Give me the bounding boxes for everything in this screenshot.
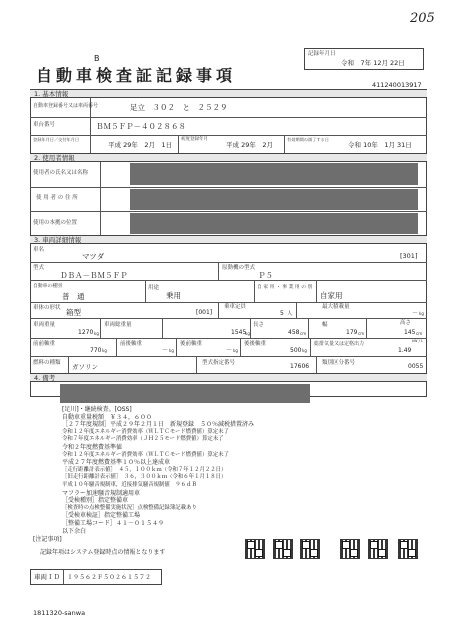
kind-value: 普 通 <box>62 292 85 301</box>
registration-date-label: 登録年月日／交付年月日 <box>33 137 80 142</box>
vehicle-weight-value: 1270 <box>78 329 94 336</box>
type-number-value: 17606 <box>290 363 310 370</box>
length-value: 458 <box>288 329 300 336</box>
qr-code-icon <box>245 539 265 559</box>
purpose-value: 自家用 <box>320 291 343 300</box>
remark-line: マフラー加速騒音規制適用車 <box>62 489 141 497</box>
first-registration-value: 平成 29年 2月 <box>226 141 273 149</box>
remark-line: ［受検種別］指定整備車 <box>62 497 129 505</box>
remark-line: 自動車重量税額 ￥３４，６００ <box>62 413 153 421</box>
max-load-unit: kg <box>419 311 424 316</box>
height-value: 145 <box>404 329 416 336</box>
purpose-label: 自 家 用 ・ 事 業 用 の 別 <box>257 285 313 290</box>
registration-number-value: 足立 ３０２ と ２５２９ <box>130 103 228 112</box>
redacted-user-address <box>130 189 418 210</box>
width-unit: cm <box>358 331 365 336</box>
length-label: 長さ <box>253 322 265 328</box>
document-title: 自動車検査証記録事項 <box>36 66 237 85</box>
rear-rear-axle-value: 500 <box>290 347 302 354</box>
use-label: 用途 <box>148 285 160 291</box>
remark-line: ［整備工場コード］４１－０１５４９ <box>62 519 165 527</box>
body-shape-value: 箱型 <box>66 308 81 317</box>
remark-line: 平成１０年騒音規制車，近接排気騒音規制値 ９６ｄＢ <box>62 481 197 488</box>
record-date-value: 令和 7年 12月 22日 <box>341 59 405 67</box>
engine-value: Ｐ５ <box>258 271 273 280</box>
length-unit: cm <box>300 331 307 336</box>
front-front-axle-label: 前前軸重 <box>33 341 56 347</box>
record-date-box <box>304 48 424 70</box>
remark-line: ［検査時の点検整備実施状況］点検整備記録簿記載あり <box>62 504 197 511</box>
section-basic-title: 1. 基本情報 <box>34 90 69 98</box>
rear-rear-axle-label: 後後軸重 <box>244 341 267 347</box>
record-date-label: 記録年月日 <box>308 51 336 57</box>
redacted-user-name <box>130 163 418 185</box>
model-label: 型式 <box>33 265 45 271</box>
section-user-title: 2. 使用者情報 <box>34 154 75 162</box>
rear-rear-axle-unit: kg <box>302 348 307 353</box>
max-load-label: 最大積載量 <box>322 304 350 310</box>
chassis-number-value: ＢＭ５ＦＰ－４０２８６８ <box>96 122 186 131</box>
front-rear-axle-unit: kg <box>169 348 174 353</box>
remark-line: ［旧走行距離計表示値］ ３６，３００ｋｍ（令和６年１月１８日） <box>62 474 227 481</box>
vehicle-weight-unit: kg <box>94 331 99 336</box>
registration-number-label: 自動車登録番号又は車両番号 <box>33 103 99 109</box>
section-vehicle-title: 3. 車両詳細情報 <box>34 236 82 244</box>
height-unit: cm <box>416 331 423 336</box>
expiry-date-value: 令和 10年 1月 31日 <box>348 141 412 149</box>
remark-line: ［走行距離計表示値］ ４５，１００ｋｍ（令和７年１２月２２日） <box>62 466 227 473</box>
remark-line: 令和２年度燃費基準値 <box>62 443 123 451</box>
document-number: 411240013917 <box>372 81 422 89</box>
body-shape-code: [001] <box>196 309 213 316</box>
chassis-number-label: 車台番号 <box>33 122 56 128</box>
form-mark: B <box>94 54 100 63</box>
capacity-value: 5 <box>280 310 284 317</box>
handwritten-page-number: 205 <box>410 11 435 26</box>
use-value: 乗用 <box>166 291 181 300</box>
section-remarks-title: 4. 備考 <box>34 374 56 382</box>
remark-line: 平成２７年度燃費基準１０％以上達成車 <box>62 459 171 467</box>
maker-value: マツダ <box>82 252 105 261</box>
gross-weight-value: 1545 <box>231 329 247 336</box>
front-rear-axle-value: － <box>162 347 169 354</box>
remarks-list <box>62 406 362 535</box>
section-remarks <box>30 373 427 382</box>
vehicle-id-box <box>30 569 162 585</box>
remark-line: 令和７年度エネルギー消費効率（ＪＨ２５モード燃費値）算定未了 <box>62 436 224 443</box>
front-front-axle-value: 770 <box>90 347 102 354</box>
height-label: 高さ <box>400 320 412 326</box>
rear-front-axle-label: 後前軸重 <box>180 341 203 347</box>
user-address-label: 使 用 者 の 住 所 <box>36 195 78 201</box>
remark-line: [足川]・継続検査。[OSS] <box>62 406 132 413</box>
remark-line: 以下余白 <box>62 527 87 535</box>
capacity-label: 乗車定員 <box>224 304 247 310</box>
fuel-value: ガソリン <box>72 363 98 371</box>
class-number-value: 0055 <box>408 363 424 370</box>
qr-code-icon <box>273 539 293 559</box>
footer-code: 1811320-sanwa <box>33 609 86 617</box>
user-name-label: 使用者の氏名又は名称 <box>33 170 89 176</box>
displacement-label: 総排気量又は定格出力 <box>314 341 365 347</box>
vehicle-id-label: 車両ＩＤ <box>34 573 60 581</box>
rear-front-axle-unit: kg <box>233 348 238 353</box>
notice-title: [注記事項] <box>33 536 62 543</box>
type-number-label: 型式指定番号 <box>202 360 236 366</box>
qr-code-icon <box>398 539 418 559</box>
model-value: ＤＢＡ－ＢＭ５ＦＰ <box>60 271 128 280</box>
maker-code: [301] <box>400 252 418 260</box>
expiry-date-label: 有効期間の満了する日 <box>287 137 329 142</box>
remark-line: 令和１２年度エネルギー消費効率（ＷＬＴＣモード燃費値）算定未了 <box>62 428 229 435</box>
class-number-label: 類別区分番号 <box>322 360 356 366</box>
width-value: 179 <box>346 329 358 336</box>
kind-label: 自動車の種別 <box>33 284 62 289</box>
remark-line: ［受検車検証］指定整備工場 <box>62 512 141 520</box>
capacity-unit: 人 <box>287 311 293 317</box>
section-basic <box>30 89 427 98</box>
vehicle-weight-label: 車両重量 <box>33 322 56 328</box>
max-load-value: － <box>412 310 419 317</box>
section-user <box>30 153 427 162</box>
base-location-label: 使用の本拠の位置 <box>33 220 78 226</box>
section-vehicle <box>30 235 427 244</box>
engine-label: 原動機の型式 <box>222 265 256 271</box>
notice-text: 記録年項はシステム登録時点の情報となります <box>40 549 166 556</box>
body-shape-label: 車体の形状 <box>33 305 61 311</box>
rear-front-axle-value: － <box>226 347 233 354</box>
remark-line: 令和１２年度エネルギー消費効率（ＷＬＴＣモード燃費値）算定未了 <box>62 451 229 458</box>
displacement-value: 1.49 <box>398 347 412 354</box>
front-rear-axle-label: 前後軸重 <box>120 341 143 347</box>
remark-line: ［２７年度規制］平成２９年２月１日 新規登録 ５０％減税措置済み <box>62 421 255 429</box>
gross-weight-unit: kg <box>245 331 250 336</box>
qr-code-icon <box>368 539 388 559</box>
qr-code-icon <box>300 539 320 559</box>
redacted-remarks-header <box>60 384 310 403</box>
gross-weight-label: 車両総重量 <box>104 322 132 328</box>
vehicle-id-value: Ｉ９５６２Ｆ５０２６１５７２ <box>67 574 152 581</box>
width-label: 幅 <box>322 322 328 328</box>
front-front-axle-unit: kg <box>102 348 107 353</box>
fuel-label: 燃料の種類 <box>33 360 61 366</box>
first-registration-label: 初度登録年月 <box>181 137 208 142</box>
registration-date-value: 平成 29年 2月 1日 <box>108 141 173 149</box>
redacted-base-location <box>130 213 418 234</box>
displacement-unit: kW / L <box>412 339 423 343</box>
maker-label: 車名 <box>33 247 45 253</box>
qr-code-icon <box>340 539 360 559</box>
